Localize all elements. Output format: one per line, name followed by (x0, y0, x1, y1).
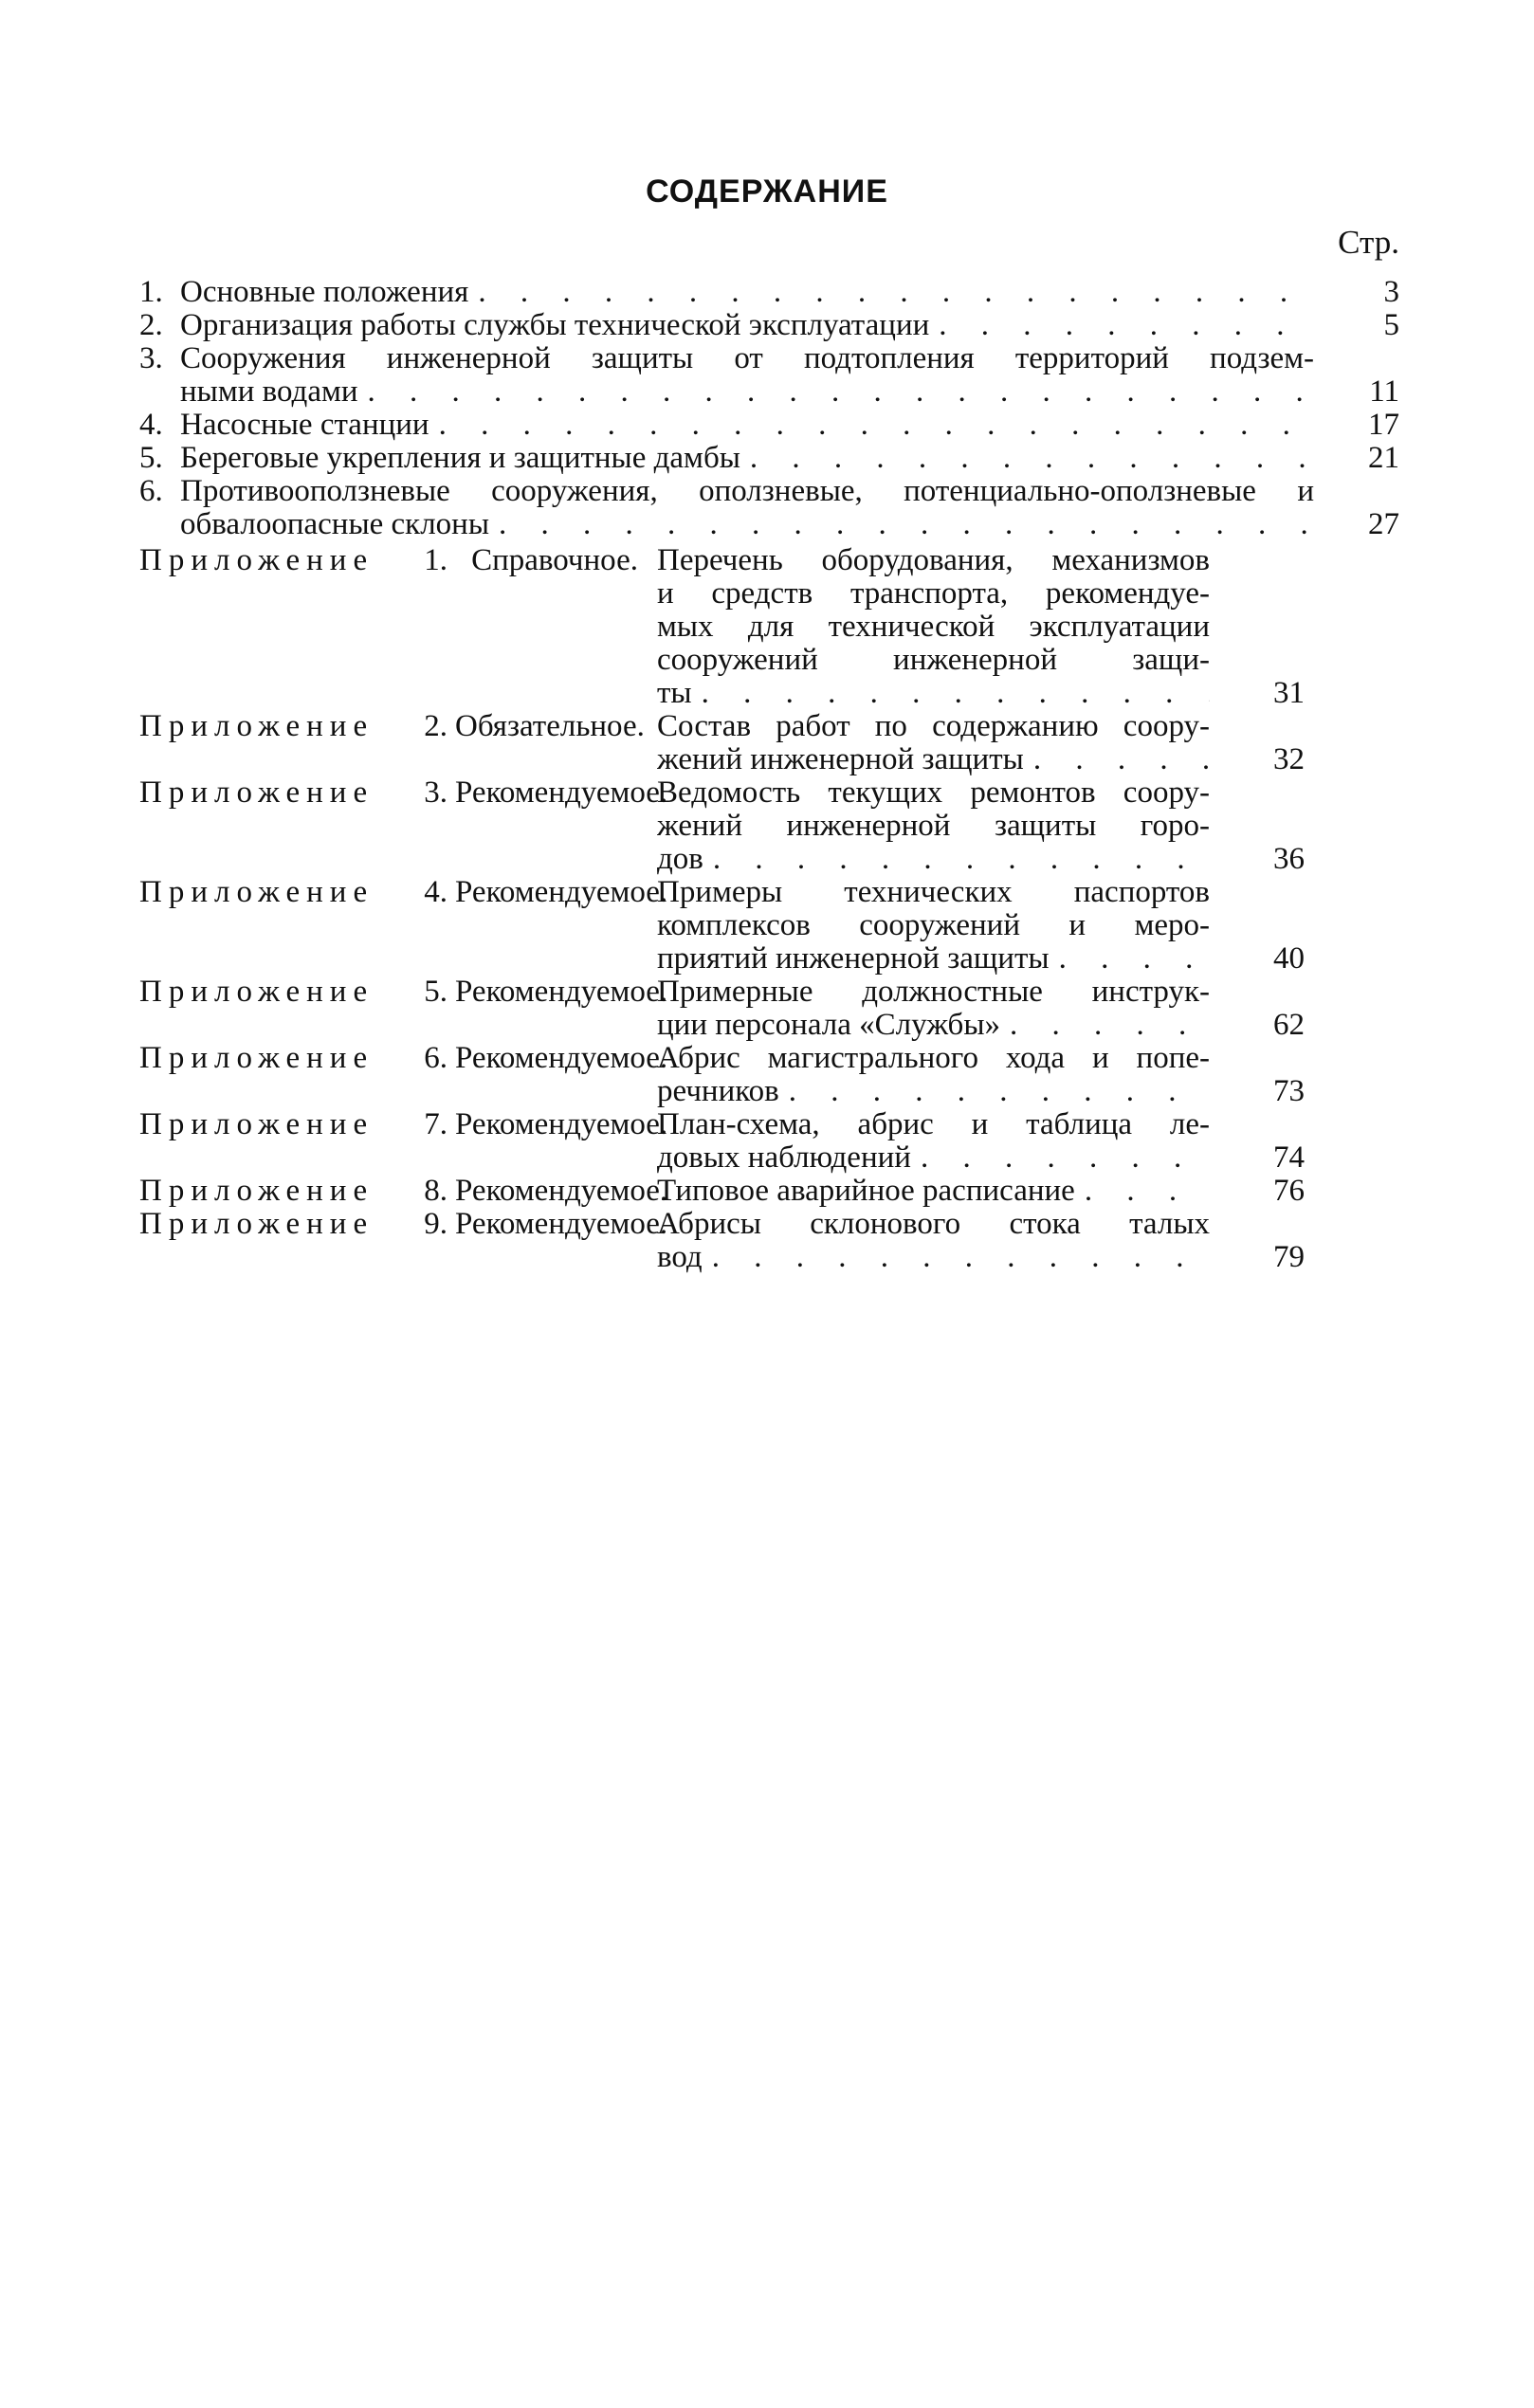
appendix-type: Рекомендуемое. (455, 875, 668, 909)
entry-line: Абрис магистрального хода и попе- (657, 1042, 1210, 1075)
entry-text: ты (657, 677, 692, 710)
section-number: 1. (139, 275, 163, 309)
appendix-number: 9. (424, 1207, 447, 1241)
page-number: 3 (1383, 275, 1399, 309)
appendix-label: Приложение (139, 709, 374, 743)
appendix-description (657, 1108, 1210, 1175)
entry-line (657, 1241, 1210, 1274)
appendix-label: Приложение (139, 1107, 374, 1141)
entry-line: мых для технической эксплуатации (657, 611, 1210, 644)
section-title (180, 442, 1314, 475)
entry-line: Перечень оборудования, механизмов (657, 544, 1210, 577)
entry-line: План-схема, абрис и таблица ле- (657, 1108, 1210, 1141)
dot-leader (468, 276, 1314, 309)
appendix-label: Приложение (139, 1207, 374, 1241)
appendix-number: 6. (424, 1041, 447, 1075)
page-number: 74 (1273, 1140, 1305, 1175)
appendix-number: 8. (424, 1174, 447, 1208)
entry-line: Примерные должностные инструк- (657, 976, 1210, 1009)
appendix-label: Приложение (139, 1174, 374, 1208)
entry-line (657, 677, 1210, 710)
appendix-label: Приложение (139, 975, 374, 1009)
appendix-label: Приложение (139, 775, 374, 810)
toc-appendix-entry[interactable] (139, 710, 1399, 776)
entry-line (657, 843, 1210, 876)
entry-text: жений инженерной защиты (657, 743, 1024, 776)
toc-section-entry[interactable] (139, 442, 1399, 475)
entry-line: Примеры технических паспортов (657, 876, 1210, 909)
appendix-number: 1. (424, 543, 447, 577)
entry-text: довых наблюдений (657, 1141, 911, 1175)
toc-appendix-entry[interactable] (139, 1108, 1399, 1175)
page-number: 32 (1273, 742, 1305, 776)
appendix-description (657, 776, 1210, 876)
page-number: 40 (1273, 941, 1305, 976)
entry-line: Абрисы склонового стока талых (657, 1208, 1210, 1241)
section-title (180, 309, 1314, 342)
dot-leader (703, 1241, 1210, 1274)
toc-section-entry[interactable] (139, 309, 1399, 342)
dot-leader (1075, 1175, 1210, 1208)
toc-section-entry[interactable] (139, 409, 1399, 442)
entry-text: обвалоопасные склоны (180, 508, 490, 541)
toc-appendix-entry[interactable] (139, 1042, 1399, 1108)
entry-text: вод (657, 1241, 703, 1274)
entry-line (657, 743, 1210, 776)
entry-line (657, 1141, 1210, 1175)
dot-leader (779, 1075, 1210, 1108)
page-number: 17 (1368, 408, 1399, 442)
appendix-description (657, 1175, 1210, 1208)
page-number: 79 (1273, 1240, 1305, 1274)
toc-section-entry[interactable] (139, 475, 1399, 541)
toc-appendix-entry[interactable] (139, 976, 1399, 1042)
appendix-number: 7. (424, 1107, 447, 1141)
entry-line: сооружений инженерной защи- (657, 644, 1210, 677)
appendix-type: Обязательное. (455, 709, 645, 743)
entry-line (180, 508, 1314, 541)
section-title (180, 276, 1314, 309)
dot-leader (703, 843, 1210, 876)
dot-leader (1050, 942, 1210, 976)
dot-leader (489, 508, 1314, 541)
page-number: 11 (1369, 374, 1399, 409)
appendix-description (657, 976, 1210, 1042)
entry-text: речников (657, 1075, 779, 1108)
section-title (180, 409, 1314, 442)
dot-leader (929, 309, 1314, 342)
dot-leader (429, 409, 1314, 442)
section-number: 2. (139, 308, 163, 342)
page-number: 27 (1368, 507, 1399, 541)
section-title (180, 475, 1314, 541)
section-list (139, 276, 1399, 541)
appendix-type: Рекомендуемое. (455, 775, 668, 810)
entry-line (180, 375, 1314, 409)
page-number: 62 (1273, 1008, 1305, 1042)
entry-text: дов (657, 843, 703, 876)
entry-line: Сооружения инженерной защиты от подтопления территорий подзем- (180, 342, 1314, 375)
appendix-description (657, 544, 1210, 710)
appendix-type: Рекомендуемое. (455, 1207, 668, 1241)
entry-text: ными водами (180, 375, 358, 409)
dot-leader (1000, 1009, 1210, 1042)
appendix-description (657, 710, 1210, 776)
toc-appendix-entry[interactable] (139, 1175, 1399, 1208)
entry-text: Насосные станции (180, 409, 429, 442)
entry-text: Организация работы службы технической эксплуатации (180, 309, 930, 342)
entry-text: Основные положения (180, 276, 469, 309)
entry-text: Типовое аварийное расписание (657, 1175, 1075, 1208)
appendix-label: Приложение (139, 1041, 374, 1075)
page-column-header: Стр. (1338, 224, 1399, 261)
appendix-number: 4. (424, 875, 447, 909)
appendix-type: Рекомендуемое. (455, 975, 668, 1009)
entry-text: Береговые укрепления и защитные дамбы (180, 442, 740, 475)
page-number: 21 (1368, 441, 1399, 475)
toc-section-entry[interactable] (139, 342, 1399, 409)
entry-line (180, 409, 1314, 442)
entry-line (180, 276, 1314, 309)
entry-text: приятий инженерной защиты (657, 942, 1050, 976)
dot-leader (1024, 743, 1210, 776)
appendix-number: 5. (424, 975, 447, 1009)
appendix-description (657, 1208, 1210, 1274)
appendix-description (657, 876, 1210, 976)
toc-appendix-entry[interactable] (139, 776, 1399, 876)
entry-text: ции персонала «Службы» (657, 1009, 1001, 1042)
page-number: 31 (1273, 676, 1305, 710)
entry-line: Ведомость текущих ремонтов соору- (657, 776, 1210, 810)
entry-line (657, 1075, 1210, 1108)
dot-leader (740, 442, 1314, 475)
entry-line (657, 942, 1210, 976)
entry-line: и средств транспорта, рекомендуе- (657, 577, 1210, 611)
dot-leader (692, 677, 1210, 710)
appendix-type: Рекомендуемое. (455, 1107, 668, 1141)
entry-line (180, 442, 1314, 475)
appendix-type: Рекомендуемое. (455, 1041, 668, 1075)
entry-line (657, 1009, 1210, 1042)
toc-appendix-entry[interactable] (139, 544, 1399, 710)
page-number: 76 (1273, 1174, 1305, 1208)
entry-line (180, 309, 1314, 342)
entry-line: комплексов сооружений и меро- (657, 909, 1210, 942)
entry-line: Противооползневые сооружения, оползневые, потенциально-оползневые и (180, 475, 1314, 508)
section-number: 6. (139, 474, 163, 508)
page-title: СОДЕРЖАНИЕ (646, 173, 888, 210)
appendix-label: Приложение (139, 543, 374, 577)
section-title (180, 342, 1314, 409)
section-number: 3. (139, 341, 163, 375)
dot-leader (911, 1141, 1210, 1175)
appendix-number: 2. (424, 709, 447, 743)
toc-appendix-entry[interactable] (139, 876, 1399, 976)
page-number: 36 (1273, 842, 1305, 876)
appendix-description (657, 1042, 1210, 1108)
dot-leader (358, 375, 1314, 409)
appendix-list (139, 544, 1399, 1274)
appendix-type: Справочное. (471, 543, 638, 577)
appendix-label: Приложение (139, 875, 374, 909)
page-number: 5 (1383, 308, 1399, 342)
entry-line: Состав работ по содержанию соору- (657, 710, 1210, 743)
toc-appendix-entry[interactable] (139, 1208, 1399, 1274)
section-number: 5. (139, 441, 163, 475)
entry-line: жений инженерной защиты горо- (657, 810, 1210, 843)
section-number: 4. (139, 408, 163, 442)
appendix-type: Рекомендуемое. (455, 1174, 668, 1208)
appendix-number: 3. (424, 775, 447, 810)
entry-line (657, 1175, 1210, 1208)
page-number: 73 (1273, 1074, 1305, 1108)
toc-section-entry[interactable] (139, 276, 1399, 309)
